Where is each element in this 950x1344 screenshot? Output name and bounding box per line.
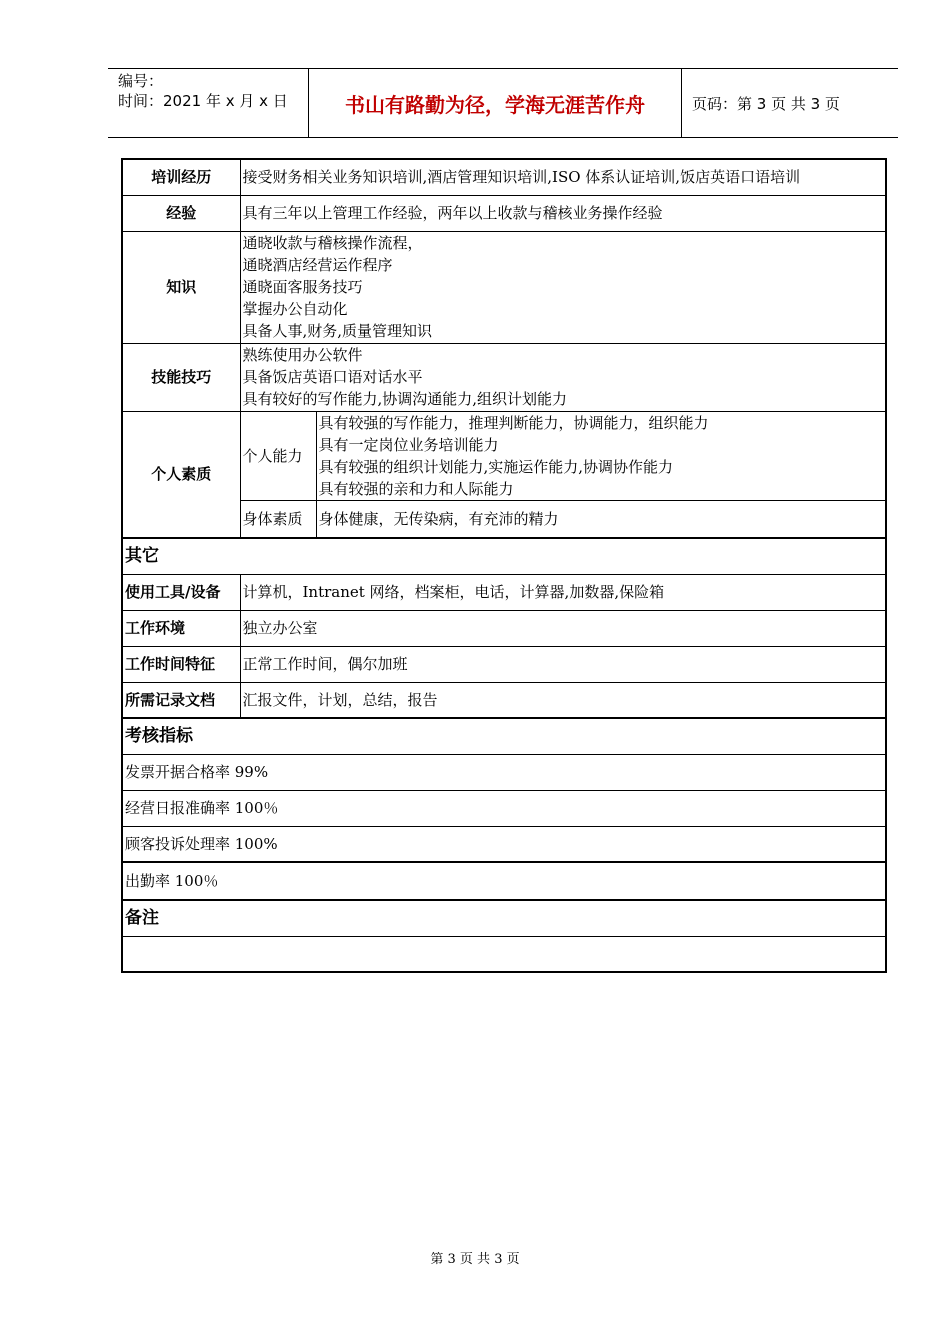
kpi-section-row xyxy=(122,718,886,754)
personal-ability-row xyxy=(122,411,886,500)
knowledge-value xyxy=(240,231,886,343)
header-motto: 书山有路勤为径，学海无涯苦作舟 xyxy=(308,69,682,137)
knowledge-label: 知识 xyxy=(122,231,240,343)
training-label: 培训经历 xyxy=(122,159,240,195)
documents-value: 汇报文件，计划，总结，报告 xyxy=(240,682,886,718)
training-row xyxy=(122,159,886,195)
documents-label: 所需记录文档 xyxy=(122,682,240,718)
ability-line: 具有较强的组织计划能力,实施运作能力,协调协作能力 xyxy=(318,457,674,476)
job-description-table xyxy=(121,158,887,973)
experience-value: 具有三年以上管理工作经验，两年以上收款与稽核业务操作经验 xyxy=(240,195,886,231)
kpi-item: 发票开据合格率 99% xyxy=(122,754,886,790)
kpi-row xyxy=(122,862,886,900)
physical-value: 身体健康，无传染病，有充沛的精力 xyxy=(316,500,886,538)
experience-row xyxy=(122,195,886,231)
remarks-value xyxy=(122,936,886,972)
skills-value xyxy=(240,343,886,411)
environment-row xyxy=(122,610,886,646)
kpi-item: 经营日报准确率 100％ xyxy=(122,790,886,826)
page-header xyxy=(108,68,898,138)
ability-line: 具有较强的亲和力和人际能力 xyxy=(318,479,514,498)
skills-line: 具有较好的写作能力,协调沟通能力,组织计划能力 xyxy=(242,390,568,408)
tools-row xyxy=(122,574,886,610)
work-time-row xyxy=(122,646,886,682)
work-time-value: 正常工作时间，偶尔加班 xyxy=(240,646,886,682)
header-meta xyxy=(108,69,308,139)
other-section-title: 其它 xyxy=(122,538,886,574)
ability-value xyxy=(316,411,886,500)
kpi-row xyxy=(122,754,886,790)
experience-label: 经验 xyxy=(122,195,240,231)
kpi-item: 出勤率 100％ xyxy=(122,862,886,900)
skills-line: 具备饭店英语口语对话水平 xyxy=(242,368,423,386)
other-section-row xyxy=(122,538,886,574)
kpi-row xyxy=(122,826,886,862)
kpi-row xyxy=(122,790,886,826)
tools-label: 使用工具/设备 xyxy=(122,574,240,610)
skills-label: 技能技巧 xyxy=(122,343,240,411)
ability-line: 具有较强的写作能力，推理判断能力，协调能力，组织能力 xyxy=(318,413,709,432)
knowledge-line: 具备人事,财务,质量管理知识 xyxy=(242,322,433,340)
page-footer: 第 3 页 共 3 页 xyxy=(430,1252,520,1267)
knowledge-line: 通晓酒店经营运作程序 xyxy=(242,256,393,274)
documents-row xyxy=(122,682,886,718)
kpi-section-title: 考核指标 xyxy=(122,718,886,754)
remarks-section-row xyxy=(122,900,886,936)
knowledge-row xyxy=(122,231,886,343)
knowledge-line: 通晓收款与稽核操作流程， xyxy=(242,234,423,252)
kpi-item: 顾客投诉处理率 100% xyxy=(122,826,886,862)
remarks-section-title: 备注 xyxy=(122,900,886,936)
quality-label: 个人素质 xyxy=(122,411,240,538)
document-date: 时间：2021 年 x 月 x 日 xyxy=(118,92,288,110)
ability-label: 个人能力 xyxy=(240,411,316,500)
document-number: 编号： xyxy=(118,72,164,90)
remarks-row xyxy=(122,936,886,972)
physical-label: 身体素质 xyxy=(240,500,316,538)
ability-line: 具有一定岗位业务培训能力 xyxy=(318,435,499,454)
skills-row xyxy=(122,343,886,411)
tools-value: 计算机，Intranet 网络，档案柜，电话，计算器,加数器,保险箱 xyxy=(240,574,886,610)
training-value: 接受财务相关业务知识培训,酒店管理知识培训,ISO 体系认证培训,饭店英语口语培训 xyxy=(240,159,886,195)
header-page-number: 页码：第 3 页 共 3 页 xyxy=(692,94,840,113)
environment-label: 工作环境 xyxy=(122,610,240,646)
knowledge-line: 通晓面客服务技巧 xyxy=(242,278,363,296)
environment-value: 独立办公室 xyxy=(240,610,886,646)
knowledge-line: 掌握办公自动化 xyxy=(242,300,348,318)
work-time-label: 工作时间特征 xyxy=(122,646,240,682)
skills-line: 熟练使用办公软件 xyxy=(242,346,363,364)
